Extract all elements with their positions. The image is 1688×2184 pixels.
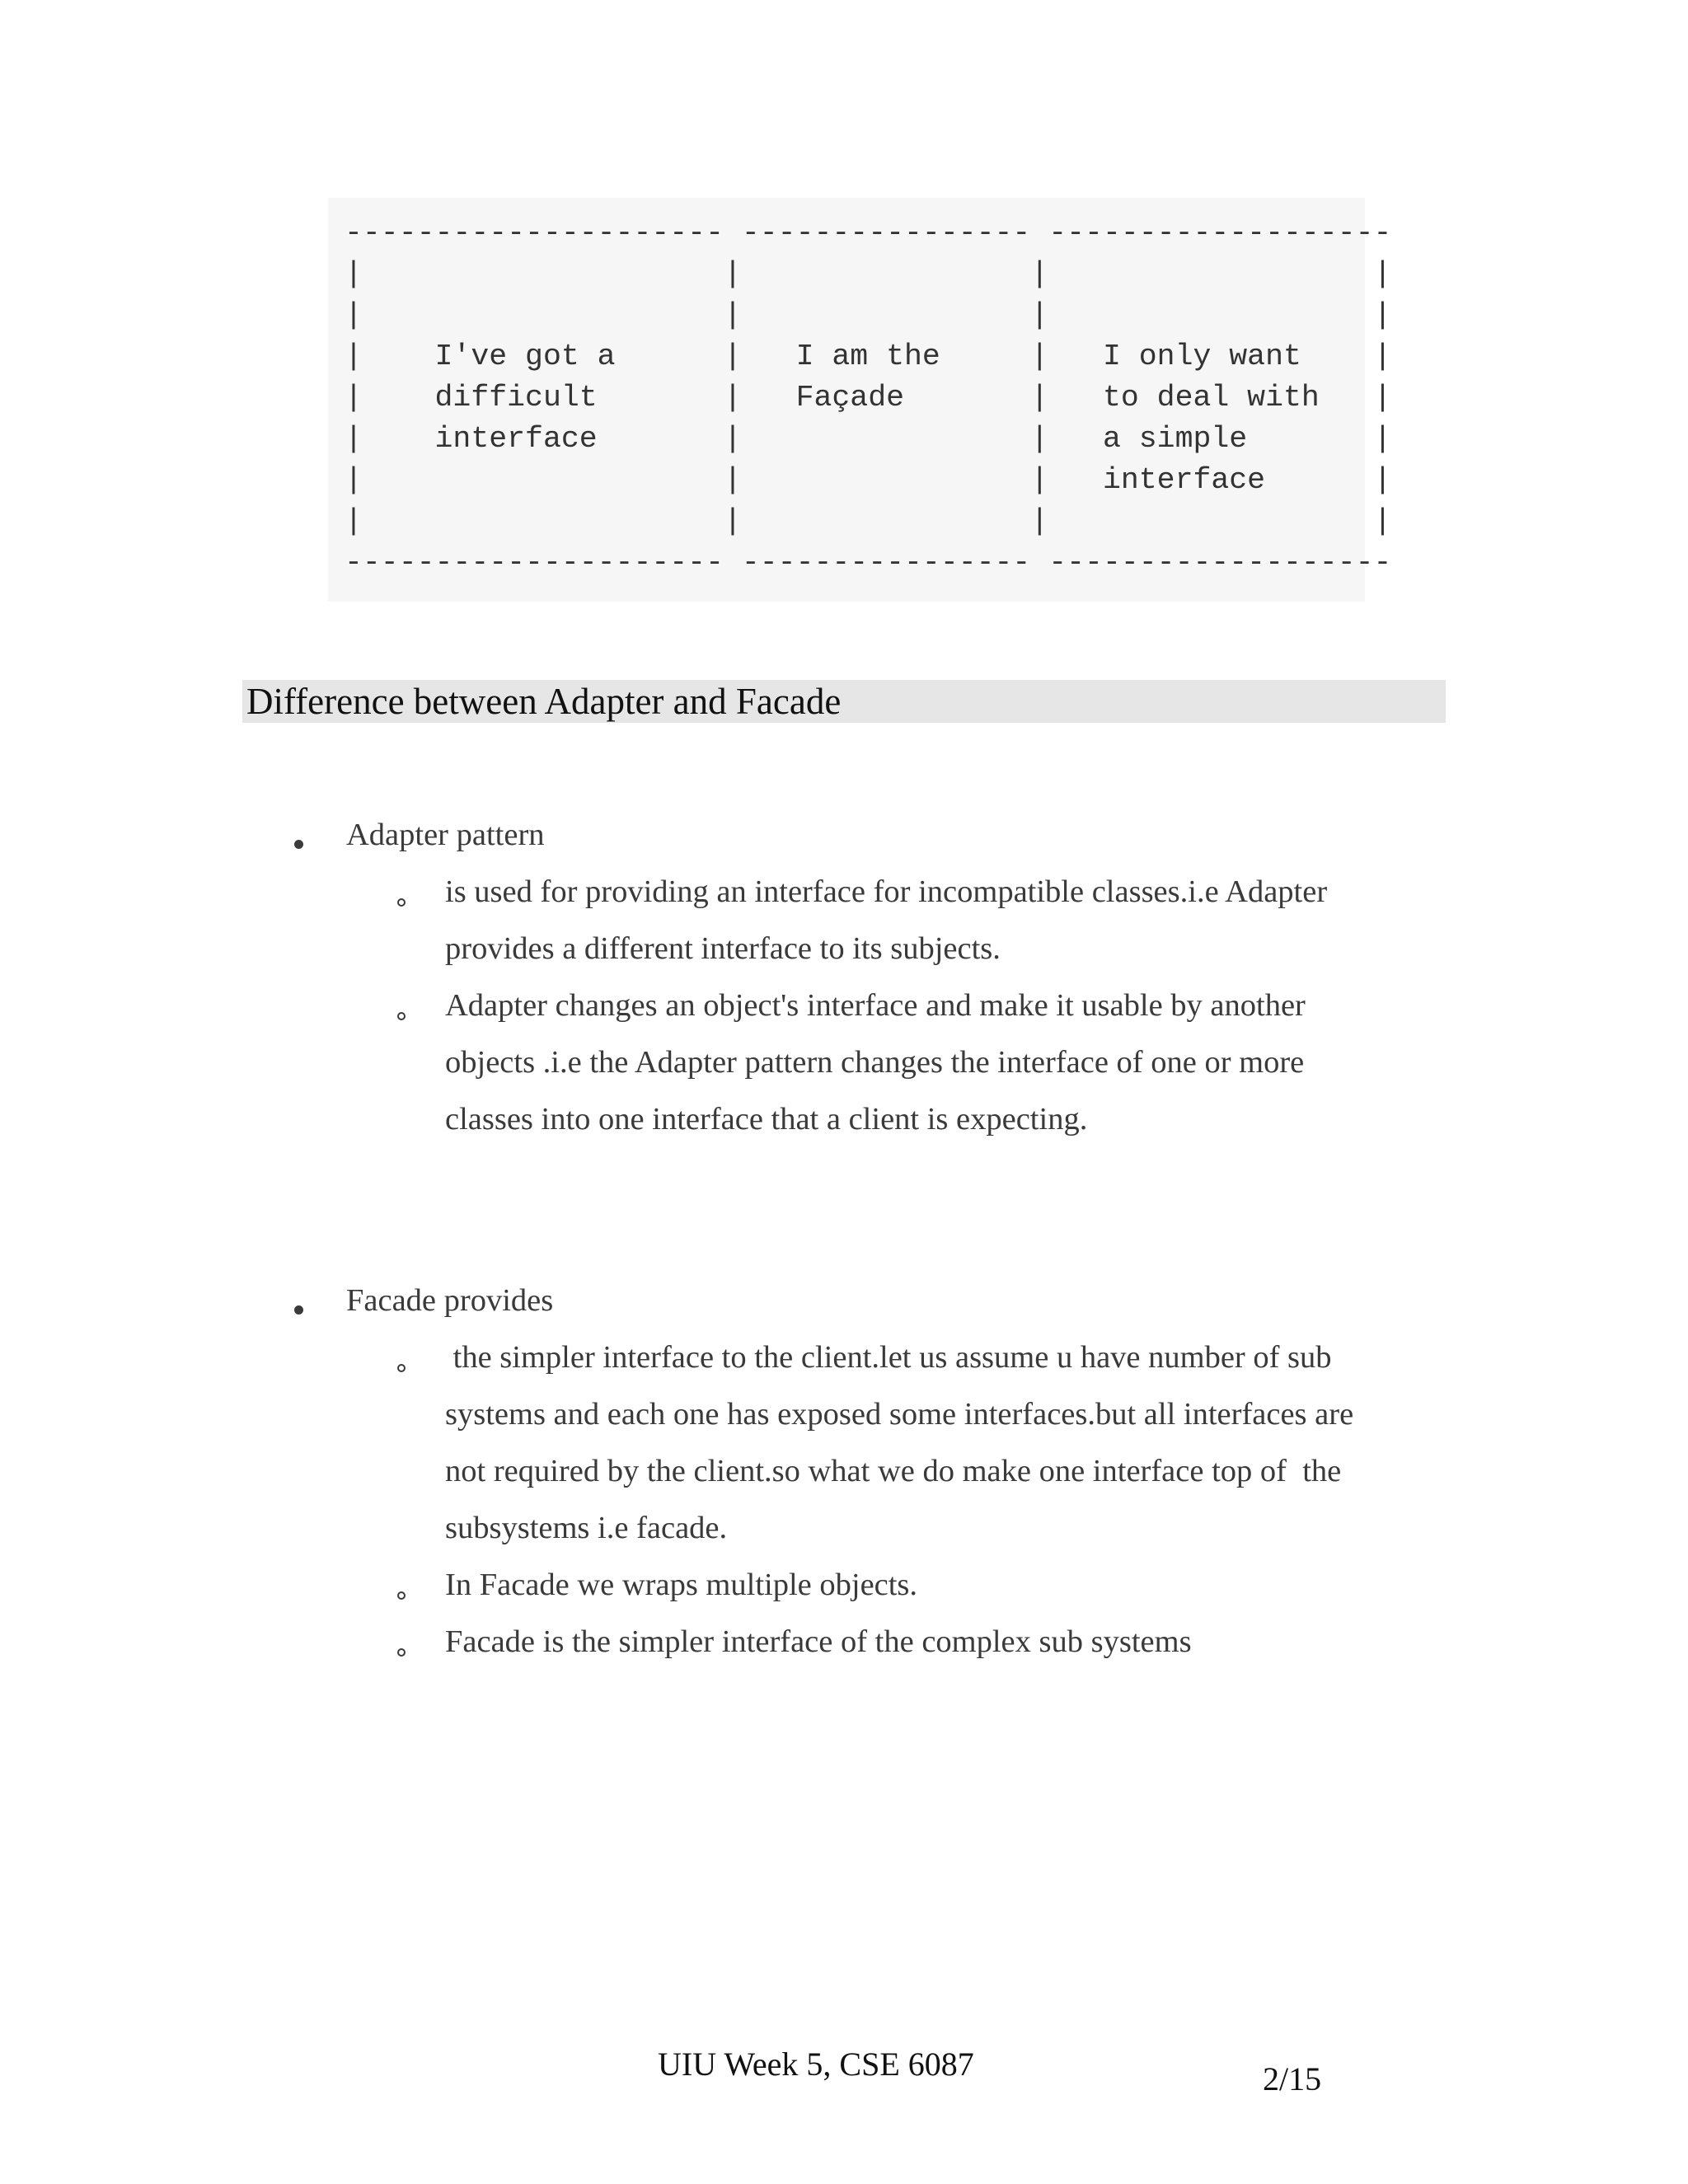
ascii-diagram-text [345,213,1391,583]
diagram-line: | difficult | Façade | to deal with | [345,381,1392,415]
page-number: 2/15 [1263,2060,1322,2097]
section-heading [242,680,1446,723]
diagram-line: | | | | [345,257,1392,291]
diagram-line: | | | | [345,298,1392,332]
diagram-line: --------------------- ---------------- ------------------- [345,216,1392,250]
bullet-circle-icon [397,898,406,907]
ascii-diagram [328,198,1392,602]
facade-item-line: subsystems i.e facade. [445,1511,728,1545]
bullet-dot-icon [294,840,303,849]
facade-item-line: the simpler interface to the client.let us assume u have number of sub [445,1340,1332,1375]
diagram-line: | | | | [345,504,1392,538]
bullet-circle-icon [397,1364,406,1372]
diagram-line: | | | interface | [345,463,1392,497]
diagram-line: --------------------- ---------------- ------------------- [345,546,1392,579]
diagram-line: | interface | | a simple | [345,422,1392,456]
section-heading-text: Difference between Adapter and Facade [246,681,842,722]
footer-text: UIU Week 5, CSE 6087 [658,2046,974,2083]
adapter-item-line: is used for providing an interface for incompatible classes.i.e Adapter [445,874,1328,909]
bullet-circle-icon [397,1012,406,1020]
facade-item-line: not required by the client.so what we do make one interface top of the [445,1454,1342,1488]
facade-title: Facade provides [346,1283,554,1318]
bullet-circle-icon [397,1591,406,1600]
adapter-title: Adapter pattern [346,818,545,852]
facade-item-line: In Facade we wraps multiple objects. [445,1568,918,1602]
facade-item-line: systems and each one has exposed some interfaces.but all interfaces are [445,1397,1354,1432]
adapter-item-line: Adapter changes an object's interface and make it usable by another [445,988,1306,1023]
adapter-item-line: classes into one interface that a client is expecting. [445,1102,1088,1137]
diagram-line: | I've got a | I am the | I only want | [345,340,1392,373]
facade-item-line: Facade is the simpler interface of the complex sub systems [445,1624,1192,1659]
adapter-item-line: provides a different interface to its subjects. [445,931,1001,966]
bullet-dot-icon [294,1305,303,1315]
bullet-circle-icon [397,1648,406,1657]
adapter-item-line: objects .i.e the Adapter pattern changes the interface of one or more [445,1045,1305,1080]
